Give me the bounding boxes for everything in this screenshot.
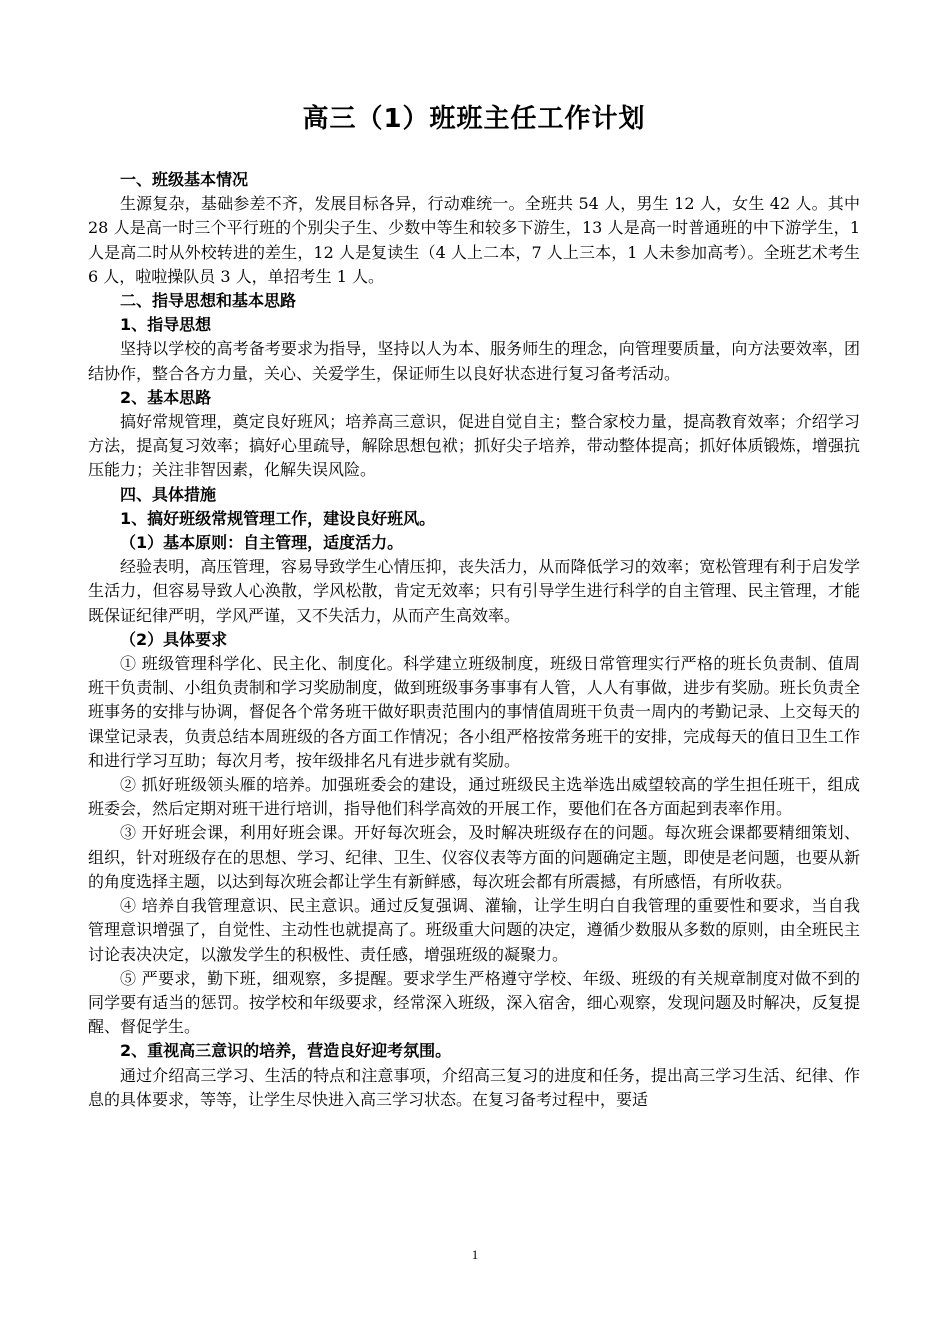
paragraph: 生源复杂，基础参差不齐，发展目标各异，行动难统一。全班共 54 人，男生 12 人，女生 42 人。其中 28 人是高一时三个平行班的个别尖子生、少数中等生和较多下游生，13 人是高一时普通班的中下游学生，1 人是高二时从外校转进的差生，12 人是复读生（4 人上二本，7 人上三本，1 人未参加高考）。全班艺术考生 6 人，啦啦操队员 3 人，单招考生 1 人。	[88, 194, 860, 286]
paragraph: 通过介绍高三学习、生活的特点和注意事项，介绍高三复习的进度和任务，提出高三学习生活、纪律、作息的具体要求，等等，让学生尽快进入高三学习状态。在复习备考过程中，要适	[88, 1065, 860, 1109]
paragraph: 坚持以学校的高考备考要求为指导，坚持以人为本、服务师生的理念，向管理要质量，向方法要效率，团结协作，整合各方力量，关心、关爱学生，保证师生以良好状态进行复习备考活动。	[88, 339, 860, 383]
section-heading: 1、指导思想	[120, 315, 212, 335]
section-heading: 2、基本思路	[120, 387, 212, 407]
subsection-heading: （2）具体要求	[120, 629, 228, 649]
section-heading: 四、具体措施	[120, 484, 217, 504]
paragraph: ⑤ 严要求，勤下班，细观察，多提醒。要求学生严格遵守学校、年级、班级的有关规章制度对做不到的同学要有适当的惩罚。按学校和年级要求，经常深入班级，深入宿舍，细心观察，发现问题及时解决，反复提醒、督促学生。	[88, 968, 860, 1037]
paragraph: 搞好常规管理，奠定良好班风；培养高三意识，促进自觉自主；整合家校力量，提高教育效率；介绍学习方法，提高复习效率；搞好心里疏导，解除思想包袱；抓好尖子培养，带动整体提高；抓好体质锻炼，增强抗压能力；关注非智因素，化解失误风险。	[88, 412, 860, 480]
section-heading: 二、指导思想和基本思路	[120, 291, 297, 311]
paragraph: 经验表明，高压管理，容易导致学生心情压抑，丧失活力，从而降低学习的效率；宽松管理有利于启发学生活力，但容易导致人心涣散，学风松散，肯定无效率；只有引导学生进行科学的自主管理、民主管理，才能既保证纪律严明，学风严谨，又不失活力，从而产生高效率。	[88, 557, 860, 625]
paragraph: ① 班级管理科学化、民主化、制度化。科学建立班级制度，班级日常管理实行严格的班长负责制、值周班干负责制、小组负责制和学习奖励制度，做到班级事务事事有人管，人人有事做，进步有奖励。班长负责全班事务的安排与协调，督促各个常务班干做好职责范围内的事情值周班干负责一周内的考勤记录、上交每天的课堂记录表，负责总结本周班级的各方面工作情况；各小组严格按常务班干的安排，完成每天的值日卫生工作和进行学习互助；每次月考，按年级排名凡有进步就有奖励。	[88, 654, 860, 770]
subsection-heading: （1）基本原则：自主管理，适度活力。	[120, 533, 404, 553]
section-heading: 2、重视高三意识的培养，营造良好迎考氛围。	[120, 1041, 452, 1061]
paragraph: ④ 培养自我管理意识、民主意识。通过反复强调、灌输，让学生明白自我管理的重要性和要求，当自我管理意识增强了，自觉性、主动性也就提高了。班级重大问题的决定，遵循少数服从多数的原则，由全班民主讨论表决决定，以激发学生的积极性、责任感，增强班级的凝聚力。	[88, 896, 860, 964]
page-number: 1	[471, 1247, 479, 1262]
paragraph: ③ 开好班会课，利用好班会课。开好每次班会，及时解决班级存在的问题。每次班会课都要精细策划、组织，针对班级存在的思想、学习、纪律、卫生、仪容仪表等方面的问题确定主题，即使是老问题，也要从新的角度选择主题，以达到每次班会都让学生有新鲜感，每次班会都有所震撼，有所感悟，有所收获。	[88, 823, 860, 891]
section-heading: 1、搞好班级常规管理工作，建设良好班风。	[120, 508, 436, 528]
document-title: 高三（1）班班主任工作计划	[302, 104, 646, 134]
section-heading: 一、班级基本情况	[120, 170, 249, 189]
paragraph: ② 抓好班级领头雁的培养。加强班委会的建设，通过班级民主选举选出威望较高的学生担任班干，组成班委会，然后定期对班干进行培训，指导他们科学高效的开展工作，要他们在各方面起到表率作用。	[88, 775, 860, 819]
document-body	[88, 168, 860, 1112]
document-page	[88, 100, 860, 1112]
